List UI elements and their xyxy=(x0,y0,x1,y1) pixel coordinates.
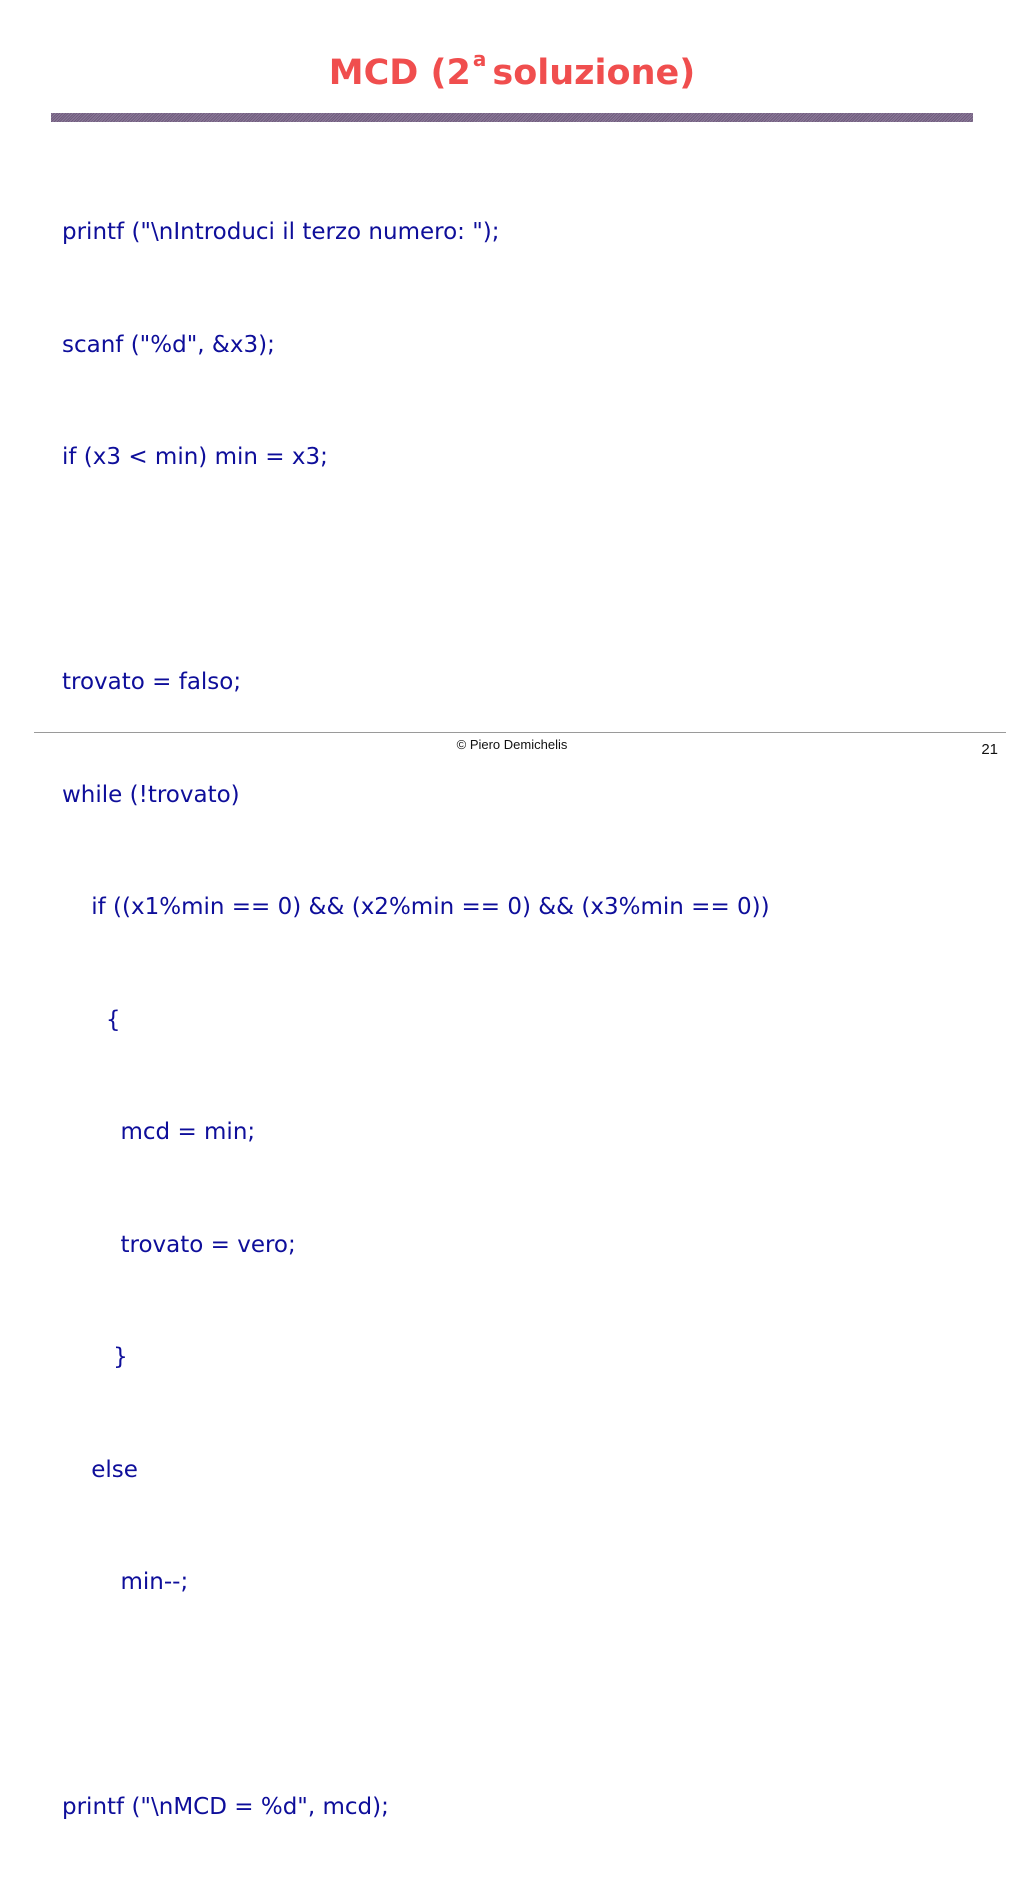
code-line xyxy=(62,1677,770,1715)
code-line: printf ("\nIntroduci il terzo numero: "); xyxy=(62,219,500,245)
code-line: if (x3 < min) min = x3; xyxy=(62,444,328,470)
code-line: if ((x1%min == 0) && (x2%min == 0) && (x3%min == 0)) xyxy=(62,894,770,920)
code-line: else xyxy=(62,1456,138,1483)
code-line: { xyxy=(62,1006,121,1033)
slide-page-number: 21 xyxy=(981,741,998,758)
code-line: trovato = falso; xyxy=(62,669,242,695)
code-line: } xyxy=(62,1344,128,1370)
code-line: printf ("\nMCD = %d", mcd); xyxy=(62,1794,389,1820)
footer-divider xyxy=(34,732,1006,733)
slide-title-rest: soluzione) xyxy=(492,53,696,93)
code-line: trovato = vero; xyxy=(62,1231,296,1258)
footer-copyright: © Piero Demichelis xyxy=(456,737,568,752)
slide-title-main: MCD (2 xyxy=(328,53,471,93)
code-block xyxy=(62,139,770,1902)
slide-title-superscript: a xyxy=(472,47,487,71)
code-line: mcd = min; xyxy=(62,1119,256,1145)
code-line: min--; xyxy=(62,1569,189,1595)
code-line: while (!trovato) xyxy=(62,781,240,808)
code-line: scanf ("%d", &x3); xyxy=(62,331,275,358)
code-line xyxy=(62,552,770,590)
title-divider-bar xyxy=(51,113,973,122)
slide-title xyxy=(0,47,1024,99)
